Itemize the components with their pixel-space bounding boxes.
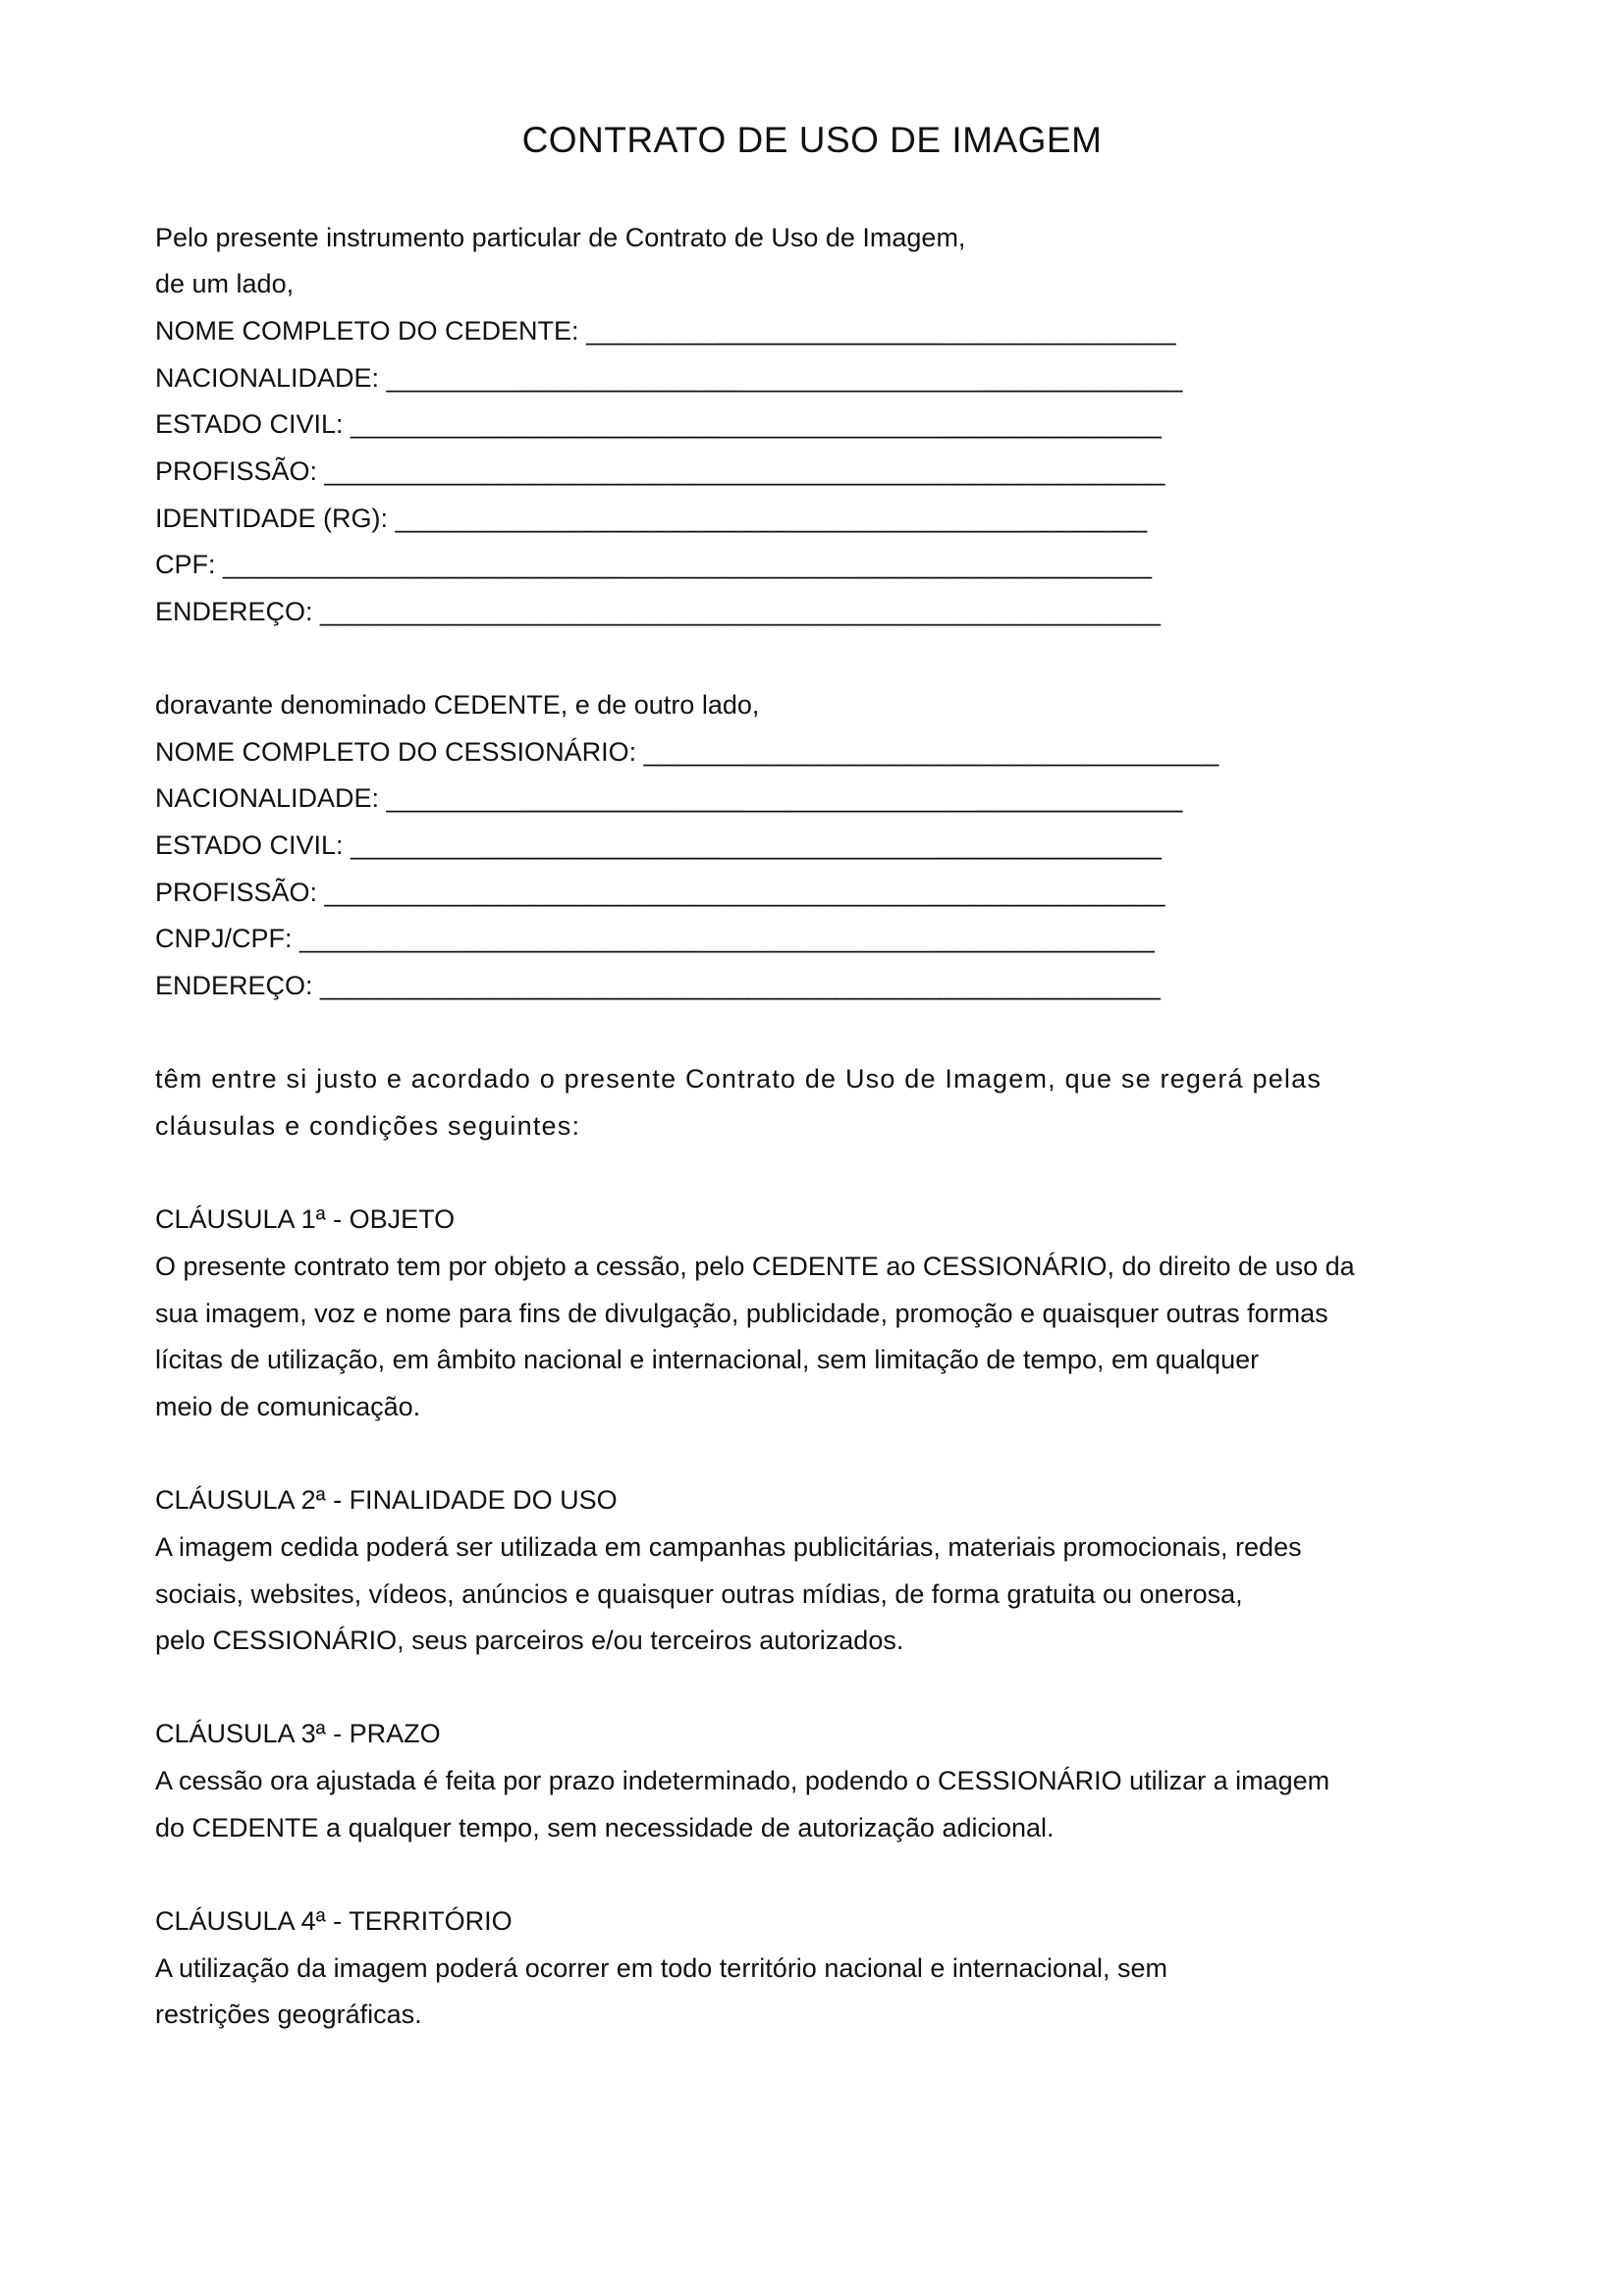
clause-heading: CLÁUSULA 4ª - TERRITÓRIO xyxy=(155,1906,513,1936)
cedente-nationality-field: NACIONALIDADE: ______________________________________________________ xyxy=(155,363,1183,393)
cedente-profession-field: PROFISSÃO: _________________________________________________________ xyxy=(155,456,1165,486)
transition-line: doravante denominado CEDENTE, e de outro lado, xyxy=(155,690,760,720)
intro-line: Pelo presente instrumento particular de Contrato de Uso de Imagem, xyxy=(155,223,966,252)
intro-line: de um lado, xyxy=(155,269,295,298)
cedente-civil-status-field: ESTADO CIVIL: _______________________________________________________ xyxy=(155,409,1162,439)
agreement-line: cláusulas e condições seguintes: xyxy=(155,1111,581,1141)
cedente-name-field: NOME COMPLETO DO CEDENTE: ________________________________________ xyxy=(155,316,1176,346)
clause-text-line: do CEDENTE a qualquer tempo, sem necessidade de autorização adicional. xyxy=(155,1813,1055,1842)
agreement-line: têm entre si justo e acordado o presente Contrato de Uso de Imagem, que se regerá pelas xyxy=(155,1064,1323,1094)
clause-text-line: sociais, websites, vídeos, anúncios e quaisquer outras mídias, de forma gratuita ou onerosa, xyxy=(155,1579,1243,1609)
clause-text-line: restrições geográficas. xyxy=(155,2000,422,2029)
clause-text-line: meio de comunicação. xyxy=(155,1392,421,1421)
clause-text-line: O presente contrato tem por objeto a cessão, pelo CEDENTE ao CESSIONÁRIO, do direito de uso da xyxy=(155,1252,1355,1281)
clause-text-line: sua imagem, voz e nome para fins de divulgação, publicidade, promoção e quaisquer outras formas xyxy=(155,1299,1328,1328)
cessionario-name-field: NOME COMPLETO DO CESSIONÁRIO: _______________________________________ xyxy=(155,737,1219,767)
cessionario-address-field: ENDEREÇO: _________________________________________________________ xyxy=(155,971,1161,1000)
cessionario-nationality-field: NACIONALIDADE: ______________________________________________________ xyxy=(155,783,1183,813)
clause-heading: CLÁUSULA 1ª - OBJETO xyxy=(155,1204,456,1234)
cessionario-civil-status-field: ESTADO CIVIL: _______________________________________________________ xyxy=(155,830,1162,860)
clause-text-line: lícitas de utilização, em âmbito nacional e internacional, sem limitação de tempo, em qualquer xyxy=(155,1345,1260,1374)
document-title: CONTRATO DE USO DE IMAGEM xyxy=(521,120,1103,160)
clause-text-line: pelo CESSIONÁRIO, seus parceiros e/ou terceiros autorizados. xyxy=(155,1626,904,1655)
clause-heading: CLÁUSULA 3ª - PRAZO xyxy=(155,1719,441,1748)
clause-text-line: A utilização da imagem poderá ocorrer em todo território nacional e internacional, sem xyxy=(155,1953,1168,1983)
clause-heading: CLÁUSULA 2ª - FINALIDADE DO USO xyxy=(155,1485,618,1515)
cedente-address-field: ENDEREÇO: _________________________________________________________ xyxy=(155,597,1161,626)
clause-text-line: A cessão ora ajustada é feita por prazo indeterminado, podendo o CESSIONÁRIO utilizar a imagem xyxy=(155,1766,1330,1795)
cedente-rg-field: IDENTIDADE (RG): ___________________________________________________ xyxy=(155,504,1148,533)
clause-text-line: A imagem cedida poderá ser utilizada em campanhas publicitárias, materiais promocionais, redes xyxy=(155,1532,1302,1562)
cedente-cpf-field: CPF: _______________________________________________________________ xyxy=(155,550,1153,579)
cessionario-profession-field: PROFISSÃO: _________________________________________________________ xyxy=(155,878,1165,907)
cessionario-cnpj-field: CNPJ/CPF: __________________________________________________________ xyxy=(155,924,1155,953)
